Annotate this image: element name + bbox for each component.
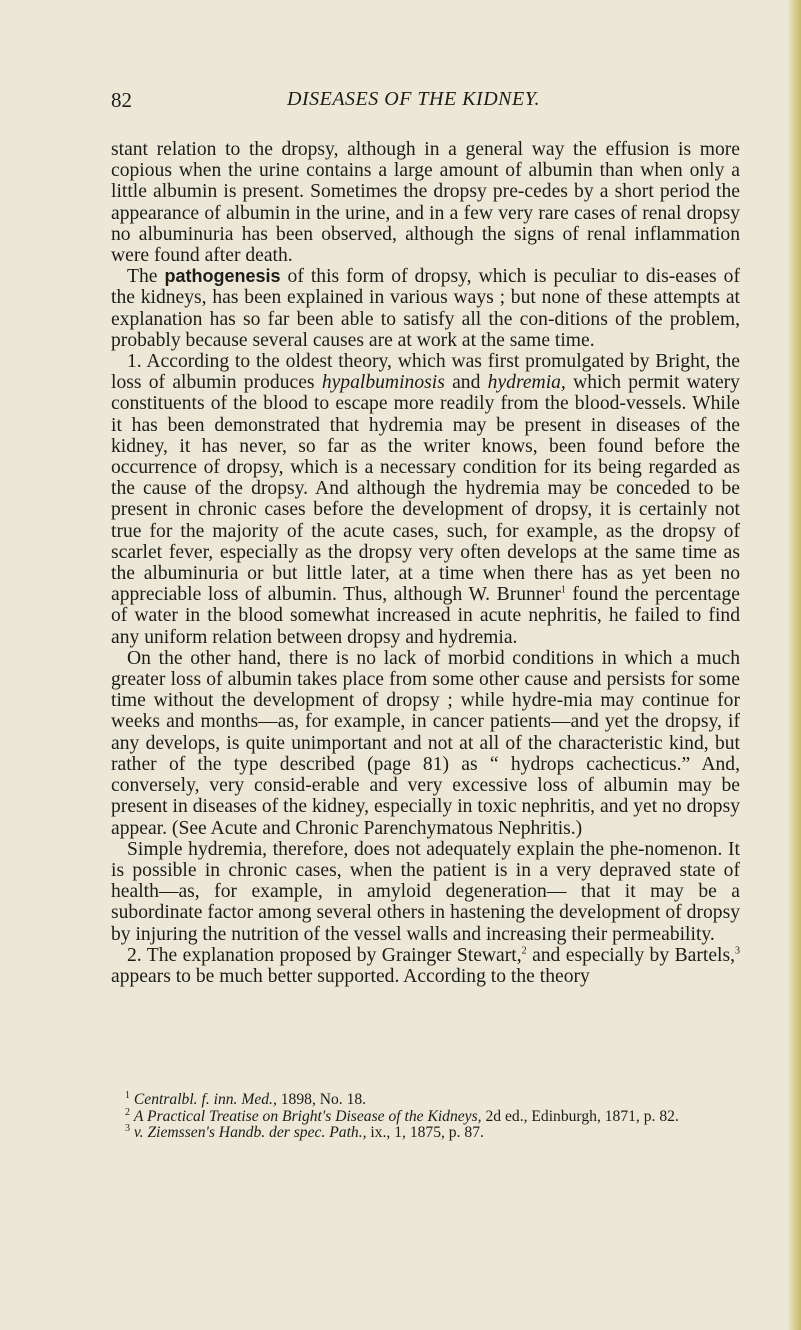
footnote-source: A Practical Treatise on Bright's Disease of the Kidneys,	[133, 1107, 482, 1125]
footnote-ref: 1	[560, 584, 566, 596]
paragraph-theory-2	[111, 945, 740, 987]
footnote-source: Centralbl. f. inn. Med.,	[133, 1091, 277, 1108]
paragraph-continuation	[111, 139, 740, 266]
paragraph-text: Simple hydremia, therefore, does not adequately explain the phe-nomenon. It is possible in chronic cases, when the patient is in a very depraved state of health—as, for example, in amyloid degeneration— that it may be a subordinate factor among several others in hastening the development of dropsy by injuring the nutrition of the vessel walls and increasing their permeability.	[111, 838, 740, 945]
paragraph-text: stant relation to the dropsy, although in a general way the effusion is more copious when the urine contains a large amount of albumin than when only a little albumin is present. Sometimes the dropsy pre-cedes by a short period the appearance of albumin in the urine, and in a few very rare cases of renal dropsy no albuminuria has been observed, although the signs of renal inflammation were found after death.	[111, 139, 740, 267]
paragraph-text: appears to be much better supported. According to the theory	[111, 965, 590, 987]
paragraph-simple-hydremia	[111, 839, 740, 945]
paragraph-text: 1. According to the oldest theory, which was first promulgated by Bright, the loss of albumin produces	[111, 351, 740, 394]
paragraph-theory-1	[111, 351, 740, 648]
paragraph-text: 2. The explanation proposed by Grainger Stewart,	[127, 944, 522, 966]
footnote-text: 2d ed., Edinburgh, 1871, p. 82.	[485, 1107, 679, 1125]
footnote-text: 1898, No. 18.	[280, 1091, 367, 1108]
paragraph-pathogenesis	[111, 266, 740, 351]
page-header	[111, 88, 740, 116]
page-number: 82	[111, 88, 132, 112]
paragraph-text: On the other hand, there is no lack of morbid conditions in which a much greater loss of albumin takes place from some other cause and persists for some time without the development of dropsy ; while hydre-mia may continue for weeks and months—as, for example, in cancer patients—and yet the dropsy, if any develops, is quite unimportant and not at all of the characteristic kind, but rather of the type described (page 81) as “ hydrops cachecticus.” And, conversely, very consid-erable and very excessive loss of albumin may be present in diseases of the kidney, especially in toxic nephritis, and yet no dropsy appear. (See Acute and Chronic Parenchymatous Nephritis.)	[111, 647, 740, 839]
page-edge	[787, 0, 801, 1330]
paragraph-text: found the percentage of water in the blood somewhat increased in acute nephritis, he failed to find any uniform relation between dropsy and hydremia.	[111, 584, 741, 648]
paragraph-text: which permit watery constituents of the blood to escape more readily from the blood-vessels. While it has been demonstrated that hydremia may be present in diseases of the kidney, it has never, so far as the writer knows, been found before the occurrence of dropsy, which is a necessary condition for its being regarded as the cause of the dropsy. And although the hydremia may be conceded to be present in chronic cases before the development of dropsy, it is certainly not true for the majority of the acute cases, such, for example, as the dropsy of scarlet fever, especially as the dropsy very often develops at the same time as the albuminuria or but little later, at a time when there has as yet been no appreciable loss of albumin. Thus, although W. Brunner	[111, 372, 740, 606]
footnote-1	[111, 1089, 740, 1109]
footnote-source: v. Ziemssen's Handb. der spec. Path.,	[133, 1124, 367, 1142]
footnote-mark: 2	[125, 1106, 130, 1118]
footnote-ref: 3	[735, 945, 740, 957]
running-head: DISEASES OF THE KIDNEY.	[287, 88, 540, 110]
footnote-2	[111, 1106, 740, 1126]
paragraph-text: of this form of dropsy, which is peculiar to dis-eases of the kidneys, has been explained in various ways ; but none of these attempts at explanation has so far been able to satisfy all the con-ditions of the problem, probably because several causes are at work at the same time.	[111, 266, 740, 351]
paragraph-text: The	[127, 266, 158, 288]
body-text	[111, 139, 740, 987]
italic-term: hydremia,	[487, 372, 566, 394]
paragraph-text: and especially by Bartels,	[532, 944, 735, 966]
footnote-3	[111, 1125, 740, 1142]
paragraph-text: and	[452, 372, 481, 394]
footnote-mark: 1	[125, 1089, 130, 1101]
paragraph-other-hand	[111, 648, 740, 839]
italic-term: hypalbuminosis	[321, 372, 445, 394]
emphasized-term: pathogenesis	[164, 266, 281, 287]
footnote-text: ix., 1, 1875, p. 87.	[370, 1124, 484, 1142]
footnote-ref: 2	[521, 945, 527, 957]
footnote-mark: 3	[125, 1123, 130, 1134]
footnotes	[111, 1089, 740, 1142]
